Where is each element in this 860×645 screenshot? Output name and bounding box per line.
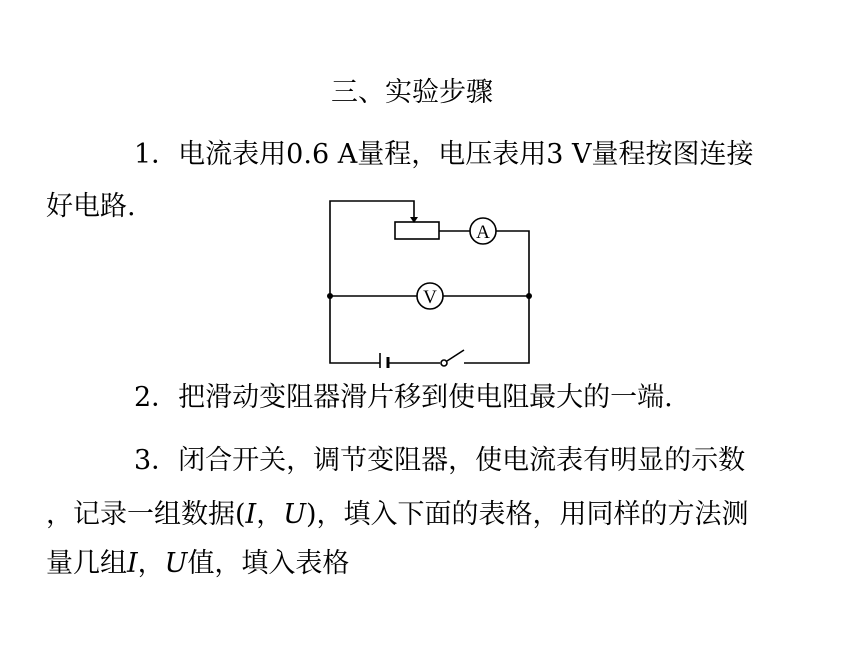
wire-ammeter-right [496, 231, 529, 296]
step-3-line-3-post: 值，填入表格 [187, 548, 350, 579]
circuit-diagram [318, 193, 538, 368]
step-3-line-2-mid: ， [256, 499, 284, 530]
current-symbol: I [127, 548, 138, 579]
voltage-symbol: U [283, 499, 306, 530]
switch-blade [447, 350, 464, 361]
step-3-line-3-mid: ， [137, 548, 165, 579]
wire-bottom-left [330, 296, 380, 363]
step-1-line-1: 1．电流表用0.6 A量程，电压表用3 V量程按图连接 [134, 139, 754, 170]
rheostat [395, 222, 439, 239]
step-2-line: 2．把滑动变阻器滑片移到使电阻最大的一端. [134, 382, 673, 413]
step-3-line-2 [46, 500, 749, 530]
current-symbol: I [245, 499, 257, 530]
junction-right [526, 293, 532, 299]
step-3-line-2-pre: ，记录一组数据( [46, 499, 246, 530]
step-3-line-3-pre: 量几组 [46, 548, 127, 579]
ammeter-label: A [476, 222, 490, 243]
wire-bottom-right [464, 296, 529, 363]
step-1-line-2: 好电路. [46, 191, 136, 222]
junction-left [327, 293, 333, 299]
step-3-line-3 [46, 549, 349, 579]
voltage-symbol: U [164, 548, 188, 579]
switch-pivot [441, 360, 447, 366]
wire-top-left [330, 201, 414, 296]
voltmeter-label: V [423, 287, 437, 308]
step-3-line-1: 3．闭合开关，调节变阻器，使电流表有明显的示数 [134, 445, 746, 476]
step-3-line-2-post: )，填入下面的表格，用同样的方法测 [305, 499, 749, 530]
section-heading: 三、实验步骤 [331, 77, 493, 108]
